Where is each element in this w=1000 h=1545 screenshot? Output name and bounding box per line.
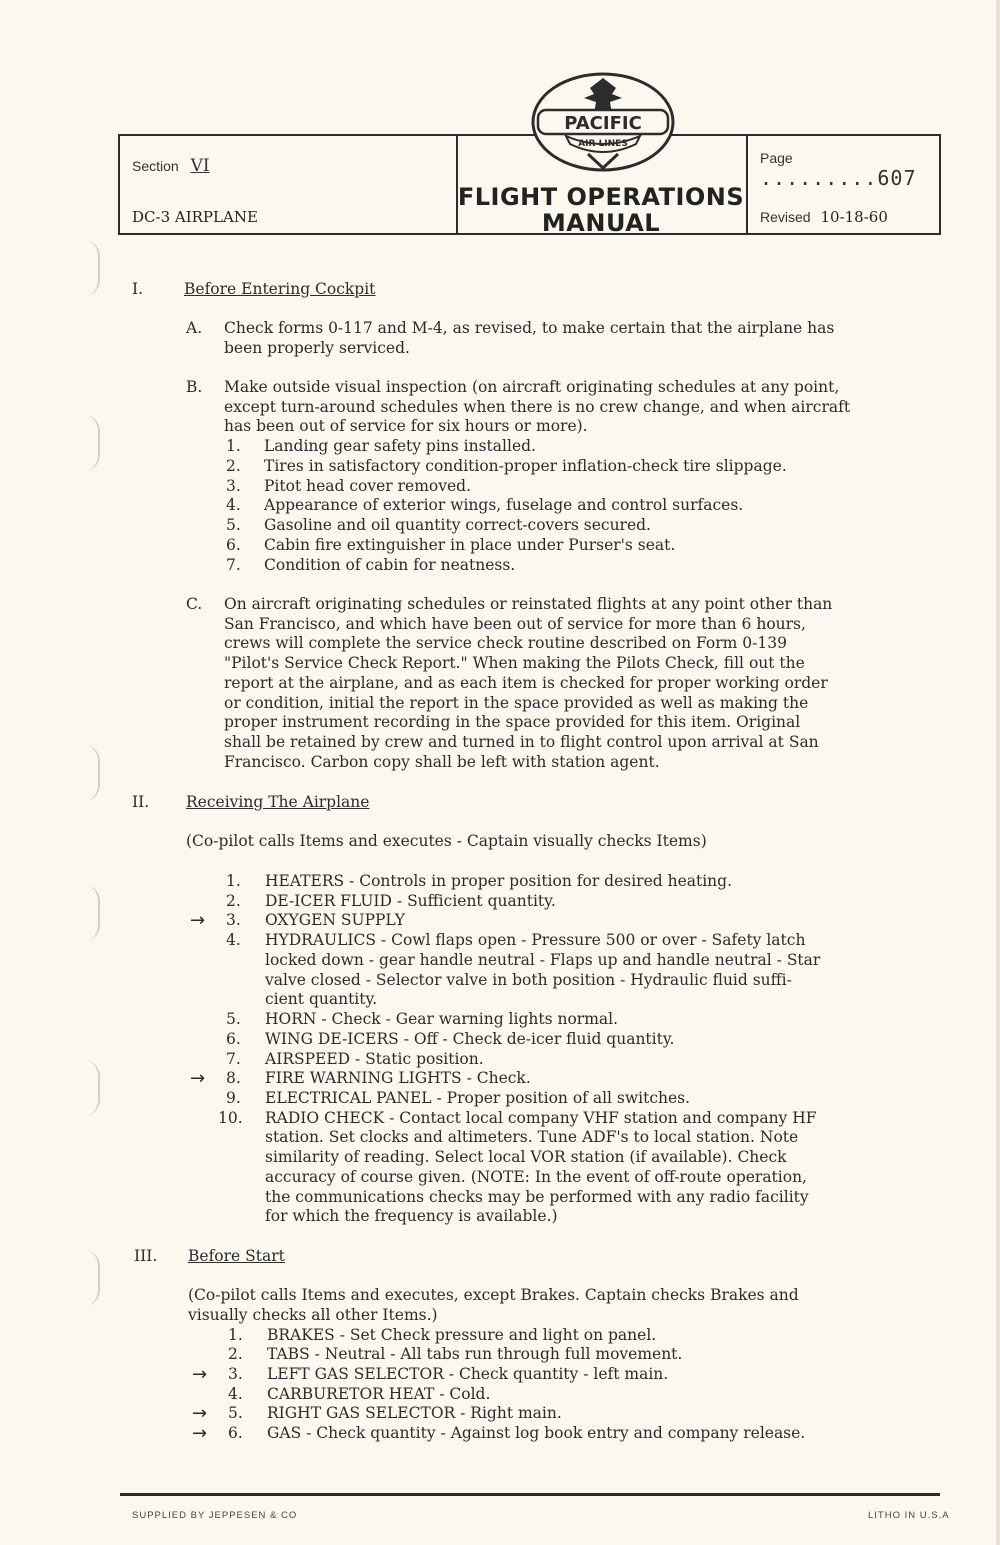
section-numeral: III. xyxy=(134,1247,158,1265)
list-item: Appearance of exterior wings, fuselage and control surfaces. xyxy=(264,496,744,514)
arrow-marker: → xyxy=(192,1423,208,1444)
list-item: HORN - Check - Gear warning lights normal. xyxy=(265,1010,619,1028)
list-number: 4. xyxy=(226,496,241,514)
logo-text-2: AIR LINES xyxy=(578,139,628,149)
section-intro: (Co-pilot calls Items and executes - Captain visually checks Items) xyxy=(186,832,707,850)
section-value: VI xyxy=(190,156,210,176)
item-text-line: Make outside visual inspection (on aircraft originating schedules at any point, xyxy=(224,378,840,396)
item-text-line: On aircraft originating schedules or reinstated flights at any point other than xyxy=(224,595,833,613)
revised-date: 10-18-60 xyxy=(820,208,888,226)
item-letter: C. xyxy=(186,595,203,613)
list-number: 1. xyxy=(228,1326,243,1344)
arrow-marker: → xyxy=(190,1068,206,1089)
item-letter: B. xyxy=(186,378,203,396)
binder-hole xyxy=(84,1060,100,1116)
list-number: 2. xyxy=(228,1345,243,1363)
item-text-line: Francisco. Carbon copy shall be left with station agent. xyxy=(224,753,660,771)
binder-hole xyxy=(84,745,100,801)
list-number: 8. xyxy=(226,1069,241,1087)
page-leader: ......... xyxy=(760,166,878,190)
page-edge xyxy=(996,0,1000,1545)
item-letter: A. xyxy=(186,319,203,337)
list-item-cont: cient quantity. xyxy=(265,990,378,1008)
list-item: Tires in satisfactory condition-proper inflation-check tire slippage. xyxy=(264,457,787,475)
footer-litho: LITHO IN U.S.A xyxy=(868,1510,950,1521)
binder-hole xyxy=(84,415,100,471)
list-item: Landing gear safety pins installed. xyxy=(264,437,536,455)
binder-hole xyxy=(84,1250,100,1306)
section-numeral: I. xyxy=(132,280,144,298)
list-item: ELECTRICAL PANEL - Proper position of all switches. xyxy=(265,1089,691,1107)
section-numeral: II. xyxy=(132,793,150,811)
list-item: FIRE WARNING LIGHTS - Check. xyxy=(265,1069,531,1087)
list-item: TABS - Neutral - All tabs run through full movement. xyxy=(267,1345,683,1363)
manual-title-line2: MANUAL xyxy=(541,209,661,237)
item-text-line: report at the airplane, and as each item is checked for proper working order xyxy=(224,674,828,692)
item-text-line: been properly serviced. xyxy=(224,339,410,357)
page-number: 607 xyxy=(877,166,917,190)
list-number: 5. xyxy=(226,1010,241,1028)
page-label: Page xyxy=(760,150,793,166)
aircraft-type: DC-3 AIRPLANE xyxy=(132,208,258,226)
section-label-row xyxy=(132,156,210,176)
list-item-cont: similarity of reading. Select local VOR station (if available). Check xyxy=(265,1148,787,1166)
logo-text-1: PACIFIC xyxy=(564,113,642,134)
item-text-line: shall be retained by crew and turned in to flight control upon arrival at San xyxy=(224,733,819,751)
list-number: 3. xyxy=(226,477,241,495)
list-item: RADIO CHECK - Contact local company VHF station and company HF xyxy=(265,1109,817,1127)
list-item: Pitot head cover removed. xyxy=(264,477,472,495)
list-item: WING DE-ICERS - Off - Check de-icer fluid quantity. xyxy=(265,1030,675,1048)
list-item: Condition of cabin for neatness. xyxy=(264,556,516,574)
list-item: GAS - Check quantity - Against log book entry and company release. xyxy=(267,1424,806,1442)
list-item: HYDRAULICS - Cowl flaps open - Pressure 500 or over - Safety latch xyxy=(265,931,806,949)
revised-row xyxy=(760,208,888,226)
list-item: CARBURETOR HEAT - Cold. xyxy=(267,1385,491,1403)
list-item: RIGHT GAS SELECTOR - Right main. xyxy=(267,1404,562,1422)
list-item-cont: locked down - gear handle neutral - Flaps up and handle neutral - Star xyxy=(265,951,821,969)
list-number: 5. xyxy=(228,1404,243,1422)
section-title: Before Start xyxy=(188,1247,285,1265)
list-item: Gasoline and oil quantity correct-covers secured. xyxy=(264,516,651,534)
binder-hole xyxy=(84,240,100,296)
manual-title xyxy=(456,184,746,236)
item-text-line: San Francisco, and which have been out of service for more than 6 hours, xyxy=(224,615,806,633)
section-intro: visually checks all other Items.) xyxy=(188,1306,438,1324)
list-item: AIRSPEED - Static position. xyxy=(265,1050,484,1068)
list-item-cont: the communications checks may be performed with any radio facility xyxy=(265,1188,809,1206)
section-intro: (Co-pilot calls Items and executes, except Brakes. Captain checks Brakes and xyxy=(188,1286,799,1304)
list-number: 10. xyxy=(218,1109,243,1127)
list-number: 5. xyxy=(226,516,241,534)
section-label: Section xyxy=(132,158,179,174)
list-number: 6. xyxy=(228,1424,243,1442)
arrow-marker: → xyxy=(192,1364,208,1385)
arrow-marker: → xyxy=(190,910,206,931)
list-item-cont: accuracy of course given. (NOTE: In the event of off-route operation, xyxy=(265,1168,807,1186)
list-number: 4. xyxy=(228,1385,243,1403)
item-text-line: has been out of service for six hours or more). xyxy=(224,417,588,435)
list-item-cont: station. Set clocks and altimeters. Tune ADF's to local station. Note xyxy=(265,1128,799,1146)
list-number: 4. xyxy=(226,931,241,949)
list-item: HEATERS - Controls in proper position for desired heating. xyxy=(265,872,733,890)
item-text-line: proper instrument recording in the space provided for this item. Original xyxy=(224,713,801,731)
list-number: 1. xyxy=(226,437,241,455)
list-number: 2. xyxy=(226,892,241,910)
section-title: Before Entering Cockpit xyxy=(184,280,376,298)
list-number: 9. xyxy=(226,1089,241,1107)
list-number: 2. xyxy=(226,457,241,475)
list-item-cont: for which the frequency is available.) xyxy=(265,1207,558,1225)
item-text-line: except turn-around schedules when there is no crew change, and when aircraft xyxy=(224,398,851,416)
list-number: 6. xyxy=(226,536,241,554)
list-number: 6. xyxy=(226,1030,241,1048)
list-number: 7. xyxy=(226,556,241,574)
revised-label: Revised xyxy=(760,209,811,225)
list-number: 1. xyxy=(226,872,241,890)
manual-title-line1: FLIGHT OPERATIONS xyxy=(457,183,745,211)
list-item: OXYGEN SUPPLY xyxy=(265,911,405,929)
list-number: 7. xyxy=(226,1050,241,1068)
section-title: Receiving The Airplane xyxy=(186,793,370,811)
pacific-air-lines-logo xyxy=(528,72,678,172)
item-text-line: crews will complete the service check routine described on Form 0-139 xyxy=(224,634,787,652)
page-row xyxy=(760,150,939,190)
list-item: Cabin fire extinguisher in place under Purser's seat. xyxy=(264,536,676,554)
footer-supplier: SUPPLIED BY JEPPESEN & CO xyxy=(132,1510,298,1521)
binder-hole xyxy=(84,885,100,941)
list-item-cont: valve closed - Selector valve in both position - Hydraulic fluid suffi- xyxy=(265,971,792,989)
list-number: 3. xyxy=(228,1365,243,1383)
footer-rule xyxy=(120,1493,940,1496)
list-number: 3. xyxy=(226,911,241,929)
list-item: LEFT GAS SELECTOR - Check quantity - left main. xyxy=(267,1365,669,1383)
item-text-line: Check forms 0-117 and M-4, as revised, to make certain that the airplane has xyxy=(224,319,835,337)
item-text-line: "Pilot's Service Check Report." When making the Pilots Check, fill out the xyxy=(224,654,805,672)
list-item: BRAKES - Set Check pressure and light on panel. xyxy=(267,1326,657,1344)
item-text-line: or condition, initial the report in the space provided as well as making the xyxy=(224,694,809,712)
list-item: DE-ICER FLUID - Sufficient quantity. xyxy=(265,892,556,910)
arrow-marker: → xyxy=(192,1403,208,1424)
